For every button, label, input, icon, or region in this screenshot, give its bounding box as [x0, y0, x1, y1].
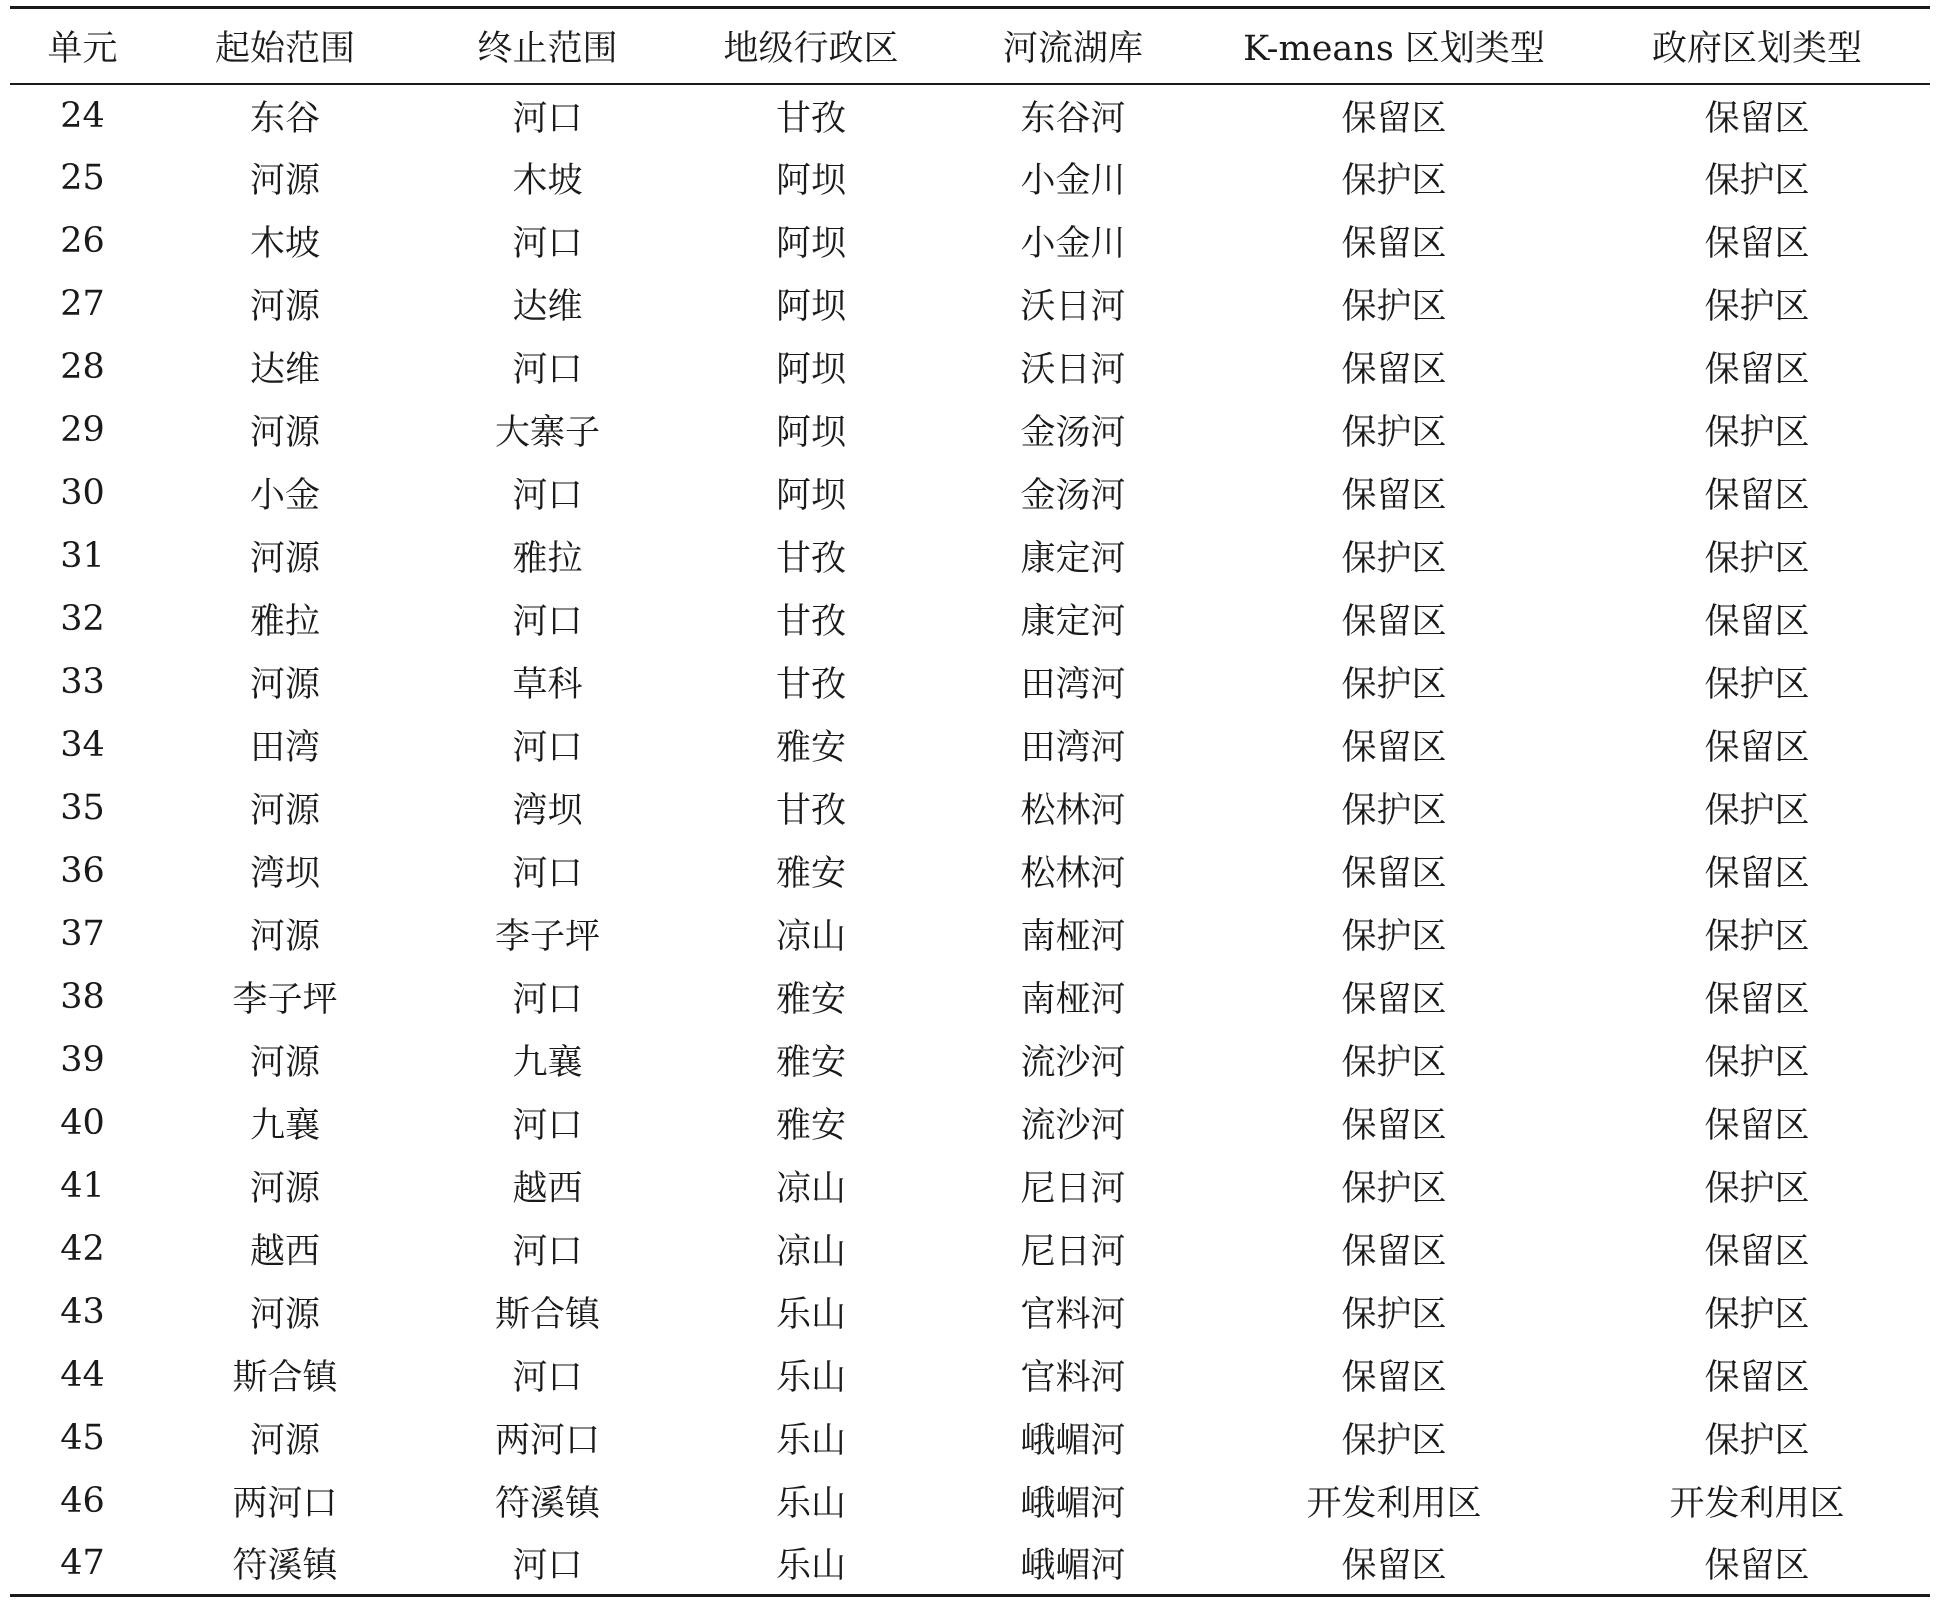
cell-start-range: 达维 — [249, 350, 320, 390]
cell-prefecture: 阿坝 — [775, 161, 846, 201]
table-row — [10, 147, 1930, 210]
cell-kmeans-type: 保留区 — [1341, 476, 1447, 516]
cell-river-lake: 南桠河 — [1020, 980, 1126, 1020]
cell-unit: 46 — [60, 1481, 105, 1521]
zoning-table — [10, 6, 1930, 1597]
cell-kmeans-type: 保护区 — [1341, 1043, 1447, 1083]
cell-government-type: 保留区 — [1704, 602, 1810, 642]
cell-end-range: 大寨子 — [494, 413, 600, 453]
cell-prefecture: 甘孜 — [775, 98, 846, 139]
cell-unit: 40 — [60, 1103, 105, 1143]
cell-start-range: 两河口 — [232, 1484, 338, 1524]
table-body — [10, 84, 1930, 1596]
header-kmeans-type: K-means 区划类型 — [1204, 8, 1584, 84]
cell-kmeans-type: 开发利用区 — [1306, 1484, 1482, 1524]
cell-start-range: 河源 — [249, 1295, 320, 1335]
header-river-lake: 河流湖库 — [942, 8, 1204, 84]
cell-prefecture: 阿坝 — [775, 224, 846, 264]
cell-unit: 31 — [60, 536, 105, 576]
zoning-table-container — [10, 6, 1930, 1597]
cell-start-range: 田湾 — [249, 728, 320, 768]
cell-end-range: 河口 — [512, 350, 583, 390]
cell-unit: 35 — [60, 788, 105, 828]
cell-kmeans-type: 保留区 — [1341, 854, 1447, 894]
cell-kmeans-type: 保护区 — [1341, 917, 1447, 957]
table-row — [10, 966, 1930, 1029]
table-row — [10, 462, 1930, 525]
cell-start-range: 九襄 — [249, 1106, 320, 1146]
cell-government-type: 保留区 — [1704, 224, 1810, 264]
table-row — [10, 1029, 1930, 1092]
cell-government-type: 保留区 — [1704, 1358, 1810, 1398]
cell-prefecture: 乐山 — [775, 1358, 846, 1398]
cell-start-range: 河源 — [249, 161, 320, 201]
cell-river-lake: 官料河 — [1020, 1358, 1126, 1398]
cell-government-type: 保护区 — [1704, 917, 1810, 957]
cell-prefecture: 乐山 — [775, 1484, 846, 1524]
table-row — [10, 1470, 1930, 1533]
cell-unit: 27 — [60, 284, 105, 324]
cell-government-type: 保留区 — [1584, 1533, 1930, 1596]
cell-unit: 30 — [60, 473, 105, 513]
cell-prefecture: 甘孜 — [775, 791, 846, 831]
cell-government-type: 保护区 — [1704, 1421, 1810, 1461]
header-prefecture: 地级行政区 — [680, 8, 942, 84]
cell-unit: 25 — [60, 158, 105, 198]
cell-prefecture: 阿坝 — [775, 413, 846, 453]
cell-river-lake: 金汤河 — [1020, 476, 1126, 516]
cell-prefecture: 乐山 — [775, 1295, 846, 1335]
cell-unit: 45 — [60, 1418, 105, 1458]
cell-government-type: 保留区 — [1704, 854, 1810, 894]
cell-prefecture: 甘孜 — [775, 665, 846, 705]
table-row — [10, 336, 1930, 399]
cell-start-range: 河源 — [249, 413, 320, 453]
header-unit: 单元 — [10, 8, 155, 84]
cell-end-range: 符溪镇 — [494, 1484, 600, 1524]
cell-prefecture: 乐山 — [775, 1421, 846, 1461]
cell-government-type: 保护区 — [1704, 413, 1810, 453]
cell-river-lake: 田湾河 — [1020, 728, 1126, 768]
table-row — [10, 525, 1930, 588]
cell-end-range: 雅拉 — [512, 539, 583, 579]
cell-unit: 42 — [60, 1229, 105, 1269]
cell-kmeans-type: 保护区 — [1341, 665, 1447, 705]
cell-end-range: 斯合镇 — [494, 1295, 600, 1335]
cell-government-type: 保留区 — [1704, 98, 1810, 139]
cell-kmeans-type: 保留区 — [1341, 1358, 1447, 1398]
cell-end-range: 河口 — [512, 476, 583, 516]
cell-government-type: 保护区 — [1704, 665, 1810, 705]
cell-start-range: 河源 — [249, 917, 320, 957]
cell-kmeans-type: 保护区 — [1341, 161, 1447, 201]
cell-kmeans-type: 保护区 — [1341, 1421, 1447, 1461]
cell-start-range: 河源 — [249, 665, 320, 705]
cell-end-range: 两河口 — [494, 1421, 600, 1461]
cell-prefecture: 乐山 — [680, 1533, 942, 1596]
cell-river-lake: 东谷河 — [1020, 98, 1126, 139]
cell-unit: 33 — [60, 662, 105, 702]
cell-end-range: 越西 — [512, 1169, 583, 1209]
cell-start-range: 河源 — [249, 1169, 320, 1209]
table-row — [10, 777, 1930, 840]
cell-river-lake: 峨嵋河 — [1020, 1484, 1126, 1524]
table-row — [10, 714, 1930, 777]
cell-end-range: 河口 — [512, 1232, 583, 1272]
cell-unit: 34 — [60, 725, 105, 765]
cell-prefecture: 凉山 — [775, 917, 846, 957]
cell-start-range: 河源 — [249, 287, 320, 327]
table-header-row — [10, 8, 1930, 84]
table-row — [10, 1281, 1930, 1344]
cell-prefecture: 雅安 — [775, 980, 846, 1020]
cell-prefecture: 雅安 — [775, 1106, 846, 1146]
cell-end-range: 河口 — [512, 602, 583, 642]
cell-kmeans-type: 保护区 — [1341, 791, 1447, 831]
cell-government-type: 保护区 — [1704, 1043, 1810, 1083]
cell-kmeans-type: 保留区 — [1341, 224, 1447, 264]
cell-river-lake: 小金川 — [1020, 224, 1126, 264]
cell-unit: 38 — [60, 977, 105, 1017]
cell-river-lake: 南桠河 — [1020, 917, 1126, 957]
cell-government-type: 开发利用区 — [1669, 1484, 1845, 1524]
cell-unit: 41 — [60, 1166, 105, 1206]
cell-start-range: 木坡 — [249, 224, 320, 264]
cell-unit: 44 — [60, 1355, 105, 1395]
cell-end-range: 李子坪 — [494, 917, 600, 957]
cell-start-range: 越西 — [249, 1232, 320, 1272]
cell-start-range: 湾坝 — [249, 854, 320, 894]
cell-kmeans-type: 保留区 — [1341, 98, 1447, 139]
cell-kmeans-type: 保护区 — [1341, 1295, 1447, 1335]
table-row — [10, 210, 1930, 273]
cell-river-lake: 峨嵋河 — [942, 1533, 1204, 1596]
cell-end-range: 河口 — [512, 728, 583, 768]
table-row — [10, 84, 1930, 147]
cell-kmeans-type: 保护区 — [1341, 539, 1447, 579]
cell-end-range: 湾坝 — [512, 791, 583, 831]
cell-end-range: 河口 — [512, 1358, 583, 1398]
cell-river-lake: 尼日河 — [1020, 1232, 1126, 1272]
header-start-range: 起始范围 — [155, 8, 415, 84]
cell-prefecture: 阿坝 — [775, 476, 846, 516]
cell-river-lake: 康定河 — [1020, 539, 1126, 579]
cell-start-range: 河源 — [249, 791, 320, 831]
cell-government-type: 保护区 — [1704, 791, 1810, 831]
cell-kmeans-type: 保护区 — [1341, 1169, 1447, 1209]
cell-start-range: 东谷 — [249, 98, 320, 139]
cell-unit: 32 — [60, 599, 105, 639]
cell-start-range: 河源 — [249, 539, 320, 579]
cell-river-lake: 金汤河 — [1020, 413, 1126, 453]
cell-government-type: 保留区 — [1704, 728, 1810, 768]
cell-kmeans-type: 保护区 — [1341, 287, 1447, 327]
table-row — [10, 1533, 1930, 1596]
cell-start-range: 雅拉 — [249, 602, 320, 642]
cell-kmeans-type: 保留区 — [1341, 350, 1447, 390]
cell-river-lake: 流沙河 — [1020, 1043, 1126, 1083]
cell-government-type: 保留区 — [1704, 350, 1810, 390]
table-row — [10, 1155, 1930, 1218]
cell-river-lake: 小金川 — [1020, 161, 1126, 201]
cell-prefecture: 甘孜 — [775, 602, 846, 642]
cell-government-type: 保护区 — [1704, 1295, 1810, 1335]
cell-unit: 47 — [10, 1533, 155, 1596]
cell-prefecture: 阿坝 — [775, 350, 846, 390]
cell-prefecture: 雅安 — [775, 728, 846, 768]
cell-prefecture: 雅安 — [775, 854, 846, 894]
cell-river-lake: 松林河 — [1020, 854, 1126, 894]
cell-river-lake: 田湾河 — [1020, 665, 1126, 705]
cell-end-range: 九襄 — [512, 1043, 583, 1083]
cell-end-range: 河口 — [512, 980, 583, 1020]
cell-government-type: 保护区 — [1704, 1169, 1810, 1209]
cell-end-range: 河口 — [415, 1533, 680, 1596]
table-row — [10, 651, 1930, 714]
cell-river-lake: 峨嵋河 — [1020, 1421, 1126, 1461]
cell-government-type: 保留区 — [1704, 1232, 1810, 1272]
cell-unit: 36 — [60, 851, 105, 891]
cell-start-range: 李子坪 — [232, 980, 338, 1020]
cell-government-type: 保护区 — [1704, 539, 1810, 579]
table-row — [10, 903, 1930, 966]
cell-start-range: 符溪镇 — [155, 1533, 415, 1596]
table-row — [10, 1344, 1930, 1407]
table-row — [10, 588, 1930, 651]
cell-kmeans-type: 保留区 — [1341, 1106, 1447, 1146]
cell-river-lake: 沃日河 — [1020, 287, 1126, 327]
cell-government-type: 保护区 — [1704, 161, 1810, 201]
cell-start-range: 河源 — [249, 1421, 320, 1461]
cell-river-lake: 松林河 — [1020, 791, 1126, 831]
cell-government-type: 保留区 — [1704, 980, 1810, 1020]
cell-unit: 26 — [60, 221, 105, 261]
cell-end-range: 河口 — [512, 224, 583, 264]
cell-kmeans-type: 保护区 — [1341, 413, 1447, 453]
cell-prefecture: 甘孜 — [775, 539, 846, 579]
cell-start-range: 小金 — [249, 476, 320, 516]
cell-kmeans-type: 保留区 — [1341, 602, 1447, 642]
cell-prefecture: 阿坝 — [775, 287, 846, 327]
cell-unit: 28 — [60, 347, 105, 387]
table-row — [10, 1218, 1930, 1281]
cell-prefecture: 雅安 — [775, 1043, 846, 1083]
cell-end-range: 河口 — [512, 1106, 583, 1146]
cell-end-range: 河口 — [512, 854, 583, 894]
cell-river-lake: 流沙河 — [1020, 1106, 1126, 1146]
cell-end-range: 木坡 — [512, 161, 583, 201]
cell-unit: 39 — [60, 1040, 105, 1080]
cell-government-type: 保留区 — [1704, 1106, 1810, 1146]
cell-unit: 24 — [60, 95, 105, 136]
cell-end-range: 达维 — [512, 287, 583, 327]
table-row — [10, 399, 1930, 462]
cell-end-range: 草科 — [512, 665, 583, 705]
cell-unit: 43 — [60, 1292, 105, 1332]
table-row — [10, 1092, 1930, 1155]
cell-end-range: 河口 — [512, 98, 583, 139]
cell-prefecture: 凉山 — [775, 1232, 846, 1272]
table-row — [10, 273, 1930, 336]
cell-river-lake: 康定河 — [1020, 602, 1126, 642]
cell-prefecture: 凉山 — [775, 1169, 846, 1209]
cell-start-range: 斯合镇 — [232, 1358, 338, 1398]
header-end-range: 终止范围 — [415, 8, 680, 84]
cell-government-type: 保护区 — [1704, 287, 1810, 327]
cell-kmeans-type: 保留区 — [1341, 728, 1447, 768]
cell-kmeans-type: 保留区 — [1341, 980, 1447, 1020]
table-row — [10, 1407, 1930, 1470]
cell-government-type: 保留区 — [1704, 476, 1810, 516]
cell-river-lake: 官料河 — [1020, 1295, 1126, 1335]
cell-kmeans-type: 保留区 — [1341, 1232, 1447, 1272]
cell-unit: 37 — [60, 914, 105, 954]
cell-kmeans-type: 保留区 — [1204, 1533, 1584, 1596]
cell-river-lake: 沃日河 — [1020, 350, 1126, 390]
cell-river-lake: 尼日河 — [1020, 1169, 1126, 1209]
cell-start-range: 河源 — [249, 1043, 320, 1083]
header-government-type: 政府区划类型 — [1584, 8, 1930, 84]
cell-unit: 29 — [60, 410, 105, 450]
table-row — [10, 840, 1930, 903]
